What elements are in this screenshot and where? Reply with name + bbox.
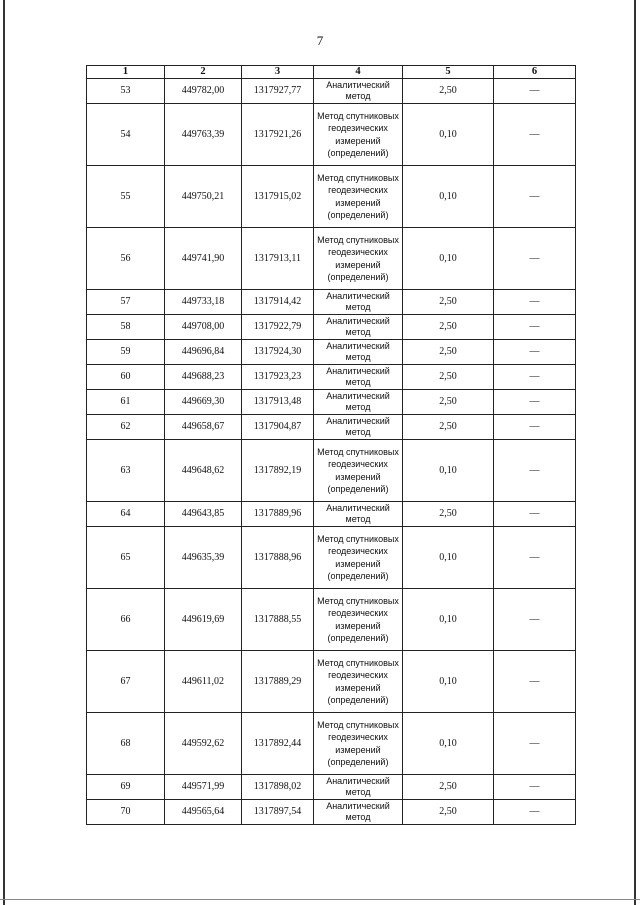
- method-cell: Метод спутниковых геодезических измерений (определений): [314, 713, 403, 775]
- note-cell: —: [494, 775, 576, 800]
- table-row: [87, 527, 576, 589]
- x-coordinate-cell: 449619,69: [165, 589, 242, 651]
- method-cell: Аналитический метод: [314, 365, 403, 390]
- accuracy-cell: 0,10: [403, 104, 494, 166]
- table-row: [87, 166, 576, 228]
- header-cell: 2: [165, 66, 242, 79]
- accuracy-cell: 2,50: [403, 315, 494, 340]
- point-number-cell: 53: [87, 79, 165, 104]
- y-coordinate-cell: 1317921,26: [242, 104, 314, 166]
- page-frame-left: [3, 0, 5, 905]
- accuracy-cell: 0,10: [403, 589, 494, 651]
- accuracy-cell: 2,50: [403, 290, 494, 315]
- note-cell: —: [494, 340, 576, 365]
- method-cell: Аналитический метод: [314, 800, 403, 825]
- table-row: [87, 390, 576, 415]
- x-coordinate-cell: 449658,67: [165, 415, 242, 440]
- table-header-row: [87, 66, 576, 79]
- header-cell: 5: [403, 66, 494, 79]
- table-row: [87, 79, 576, 104]
- x-coordinate-cell: 449696,84: [165, 340, 242, 365]
- point-number-cell: 56: [87, 228, 165, 290]
- page-frame-bottom: [0, 899, 640, 900]
- x-coordinate-cell: 449571,99: [165, 775, 242, 800]
- y-coordinate-cell: 1317888,96: [242, 527, 314, 589]
- x-coordinate-cell: 449782,00: [165, 79, 242, 104]
- method-cell: Аналитический метод: [314, 340, 403, 365]
- method-cell: Метод спутниковых геодезических измерений (определений): [314, 104, 403, 166]
- accuracy-cell: 2,50: [403, 800, 494, 825]
- y-coordinate-cell: 1317888,55: [242, 589, 314, 651]
- point-number-cell: 62: [87, 415, 165, 440]
- accuracy-cell: 0,10: [403, 527, 494, 589]
- note-cell: —: [494, 502, 576, 527]
- table-row: [87, 800, 576, 825]
- accuracy-cell: 2,50: [403, 79, 494, 104]
- y-coordinate-cell: 1317889,96: [242, 502, 314, 527]
- method-cell: Аналитический метод: [314, 290, 403, 315]
- point-number-cell: 54: [87, 104, 165, 166]
- point-number-cell: 57: [87, 290, 165, 315]
- table-row: [87, 415, 576, 440]
- accuracy-cell: 2,50: [403, 415, 494, 440]
- accuracy-cell: 0,10: [403, 166, 494, 228]
- x-coordinate-cell: 449688,23: [165, 365, 242, 390]
- point-number-cell: 59: [87, 340, 165, 365]
- x-coordinate-cell: 449669,30: [165, 390, 242, 415]
- table-row: [87, 502, 576, 527]
- x-coordinate-cell: 449763,39: [165, 104, 242, 166]
- page-frame-right: [634, 0, 636, 905]
- table-row: [87, 290, 576, 315]
- table-row: [87, 589, 576, 651]
- accuracy-cell: 2,50: [403, 775, 494, 800]
- point-number-cell: 63: [87, 440, 165, 502]
- method-cell: Метод спутниковых геодезических измерений (определений): [314, 527, 403, 589]
- y-coordinate-cell: 1317913,11: [242, 228, 314, 290]
- note-cell: —: [494, 651, 576, 713]
- note-cell: —: [494, 390, 576, 415]
- y-coordinate-cell: 1317889,29: [242, 651, 314, 713]
- point-number-cell: 55: [87, 166, 165, 228]
- y-coordinate-cell: 1317924,30: [242, 340, 314, 365]
- page-number: 7: [316, 33, 324, 48]
- accuracy-cell: 2,50: [403, 365, 494, 390]
- y-coordinate-cell: 1317904,87: [242, 415, 314, 440]
- point-number-cell: 61: [87, 390, 165, 415]
- y-coordinate-cell: 1317915,02: [242, 166, 314, 228]
- y-coordinate-cell: 1317913,48: [242, 390, 314, 415]
- method-cell: Аналитический метод: [314, 315, 403, 340]
- x-coordinate-cell: 449611,02: [165, 651, 242, 713]
- note-cell: —: [494, 166, 576, 228]
- note-cell: —: [494, 589, 576, 651]
- x-coordinate-cell: 449708,00: [165, 315, 242, 340]
- y-coordinate-cell: 1317927,77: [242, 79, 314, 104]
- note-cell: —: [494, 104, 576, 166]
- table-row: [87, 651, 576, 713]
- point-number-cell: 68: [87, 713, 165, 775]
- method-cell: Аналитический метод: [314, 390, 403, 415]
- point-number-cell: 58: [87, 315, 165, 340]
- table-row: [87, 440, 576, 502]
- header-cell: 1: [87, 66, 165, 79]
- header-cell: 4: [314, 66, 403, 79]
- accuracy-cell: 0,10: [403, 440, 494, 502]
- note-cell: —: [494, 527, 576, 589]
- method-cell: Метод спутниковых геодезических измерений (определений): [314, 228, 403, 290]
- y-coordinate-cell: 1317914,42: [242, 290, 314, 315]
- accuracy-cell: 0,10: [403, 713, 494, 775]
- note-cell: —: [494, 315, 576, 340]
- method-cell: Аналитический метод: [314, 79, 403, 104]
- point-number-cell: 67: [87, 651, 165, 713]
- note-cell: —: [494, 79, 576, 104]
- point-number-cell: 64: [87, 502, 165, 527]
- table-row: [87, 228, 576, 290]
- note-cell: —: [494, 440, 576, 502]
- y-coordinate-cell: 1317898,02: [242, 775, 314, 800]
- y-coordinate-cell: 1317922,79: [242, 315, 314, 340]
- point-number-cell: 60: [87, 365, 165, 390]
- method-cell: Метод спутниковых геодезических измерений (определений): [314, 651, 403, 713]
- point-number-cell: 70: [87, 800, 165, 825]
- note-cell: —: [494, 713, 576, 775]
- method-cell: Аналитический метод: [314, 502, 403, 527]
- y-coordinate-cell: 1317892,44: [242, 713, 314, 775]
- table-row: [87, 713, 576, 775]
- method-cell: Метод спутниковых геодезических измерений (определений): [314, 440, 403, 502]
- accuracy-cell: 2,50: [403, 340, 494, 365]
- x-coordinate-cell: 449741,90: [165, 228, 242, 290]
- y-coordinate-cell: 1317897,54: [242, 800, 314, 825]
- method-cell: Метод спутниковых геодезических измерений (определений): [314, 166, 403, 228]
- x-coordinate-cell: 449635,39: [165, 527, 242, 589]
- accuracy-cell: 2,50: [403, 502, 494, 527]
- table-body: [87, 79, 576, 825]
- method-cell: Аналитический метод: [314, 775, 403, 800]
- x-coordinate-cell: 449592,62: [165, 713, 242, 775]
- point-number-cell: 69: [87, 775, 165, 800]
- point-number-cell: 66: [87, 589, 165, 651]
- header-cell: 3: [242, 66, 314, 79]
- table-row: [87, 775, 576, 800]
- note-cell: —: [494, 228, 576, 290]
- x-coordinate-cell: 449750,21: [165, 166, 242, 228]
- table-row: [87, 340, 576, 365]
- point-number-cell: 65: [87, 527, 165, 589]
- method-cell: Аналитический метод: [314, 415, 403, 440]
- note-cell: —: [494, 365, 576, 390]
- x-coordinate-cell: 449648,62: [165, 440, 242, 502]
- table-row: [87, 104, 576, 166]
- table-row: [87, 315, 576, 340]
- accuracy-cell: 0,10: [403, 651, 494, 713]
- table-row: [87, 365, 576, 390]
- accuracy-cell: 2,50: [403, 390, 494, 415]
- x-coordinate-cell: 449565,64: [165, 800, 242, 825]
- note-cell: —: [494, 800, 576, 825]
- x-coordinate-cell: 449643,85: [165, 502, 242, 527]
- coordinates-table: [86, 65, 576, 825]
- header-cell: 6: [494, 66, 576, 79]
- y-coordinate-cell: 1317923,23: [242, 365, 314, 390]
- note-cell: —: [494, 415, 576, 440]
- note-cell: —: [494, 290, 576, 315]
- y-coordinate-cell: 1317892,19: [242, 440, 314, 502]
- method-cell: Метод спутниковых геодезических измерений (определений): [314, 589, 403, 651]
- x-coordinate-cell: 449733,18: [165, 290, 242, 315]
- accuracy-cell: 0,10: [403, 228, 494, 290]
